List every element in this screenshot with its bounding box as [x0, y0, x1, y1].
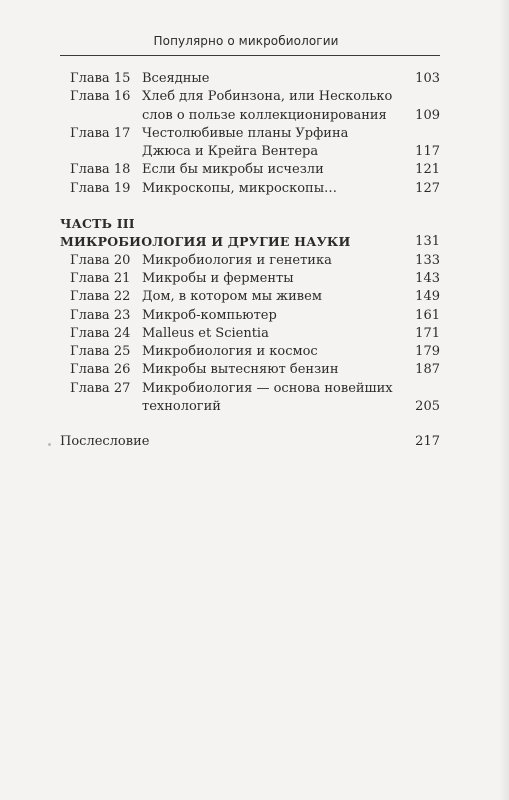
chapter-label: Глава 25: [70, 344, 131, 360]
chapter-title: Дом, в котором мы живем: [142, 289, 322, 305]
chapter-title: Микроб-компьютер: [142, 307, 277, 323]
chapter-title: Микробиология — основа новейших технологий: [142, 380, 393, 415]
chapter-label: Глава 23: [70, 307, 131, 323]
toc-entry-chapter-18[interactable]: [60, 161, 440, 179]
chapter-page: 205: [415, 399, 440, 415]
chapter-page: 109: [415, 107, 440, 123]
chapter-page: 121: [415, 162, 440, 178]
margin-mark: [48, 443, 51, 446]
part-label: ЧАСТЬ III: [60, 216, 135, 232]
chapter-title: Хлеб для Робинзона, или Несколько слов о пользе коллекционирования: [142, 89, 393, 123]
toc-entry-part-3[interactable]: [60, 233, 440, 251]
toc-entry-chapter-16[interactable]: [60, 88, 440, 125]
chapter-page: 127: [415, 180, 440, 196]
chapter-page: 179: [415, 344, 440, 360]
chapter-title: Всеядные: [142, 71, 210, 86]
chapter-label: Глава 24: [70, 325, 131, 341]
page-edge-shadow: [499, 0, 509, 800]
toc-entry-chapter-23[interactable]: [60, 307, 440, 325]
chapter-page: 133: [415, 252, 440, 268]
chapter-title: Микробы и ферменты: [142, 270, 294, 286]
chapter-title: Malleus et Scientia: [142, 325, 269, 341]
table-of-contents: [60, 70, 440, 452]
afterword-page: 217: [415, 434, 440, 450]
chapter-label: Глава 17: [70, 125, 131, 141]
chapter-title: Если бы микробы исчезли: [142, 162, 324, 178]
toc-entry-chapter-22[interactable]: [60, 288, 440, 306]
chapter-title: Микробиология и космос: [142, 344, 318, 360]
chapter-label: Глава 19: [70, 180, 131, 196]
chapter-label: Глава 20: [70, 252, 131, 268]
toc-entry-chapter-19[interactable]: [60, 180, 440, 198]
part-title: МИКРОБИОЛОГИЯ И ДРУГИЕ НАУКИ: [60, 234, 351, 250]
chapter-title: Микробиология и генетика: [142, 252, 332, 268]
chapter-label: Глава 26: [70, 362, 131, 378]
toc-entry-chapter-21[interactable]: [60, 270, 440, 288]
chapter-page: 103: [415, 71, 440, 86]
chapter-label: Глава 15: [70, 71, 131, 86]
header-rule: [60, 55, 440, 56]
toc-entry-chapter-15[interactable]: [60, 70, 440, 88]
toc-entry-chapter-24[interactable]: [60, 325, 440, 343]
toc-entry-chapter-25[interactable]: [60, 343, 440, 361]
toc-entry-chapter-26[interactable]: [60, 361, 440, 379]
chapter-page: 149: [415, 289, 440, 305]
chapter-label: Глава 21: [70, 270, 131, 286]
chapter-label: Глава 18: [70, 162, 131, 178]
chapter-title: Микроскопы, микроскопы…: [142, 180, 338, 196]
chapter-label: Глава 27: [70, 380, 131, 396]
chapter-page: 117: [415, 144, 440, 160]
afterword-title: Послесловие: [60, 434, 150, 450]
chapter-title: Микробы вытесняют бензин: [142, 362, 339, 378]
chapter-page: 161: [415, 307, 440, 323]
chapter-title: Честолюбивые планы Урфина Джюса и Крейга Вентера: [142, 125, 349, 160]
chapter-page: 187: [415, 362, 440, 378]
toc-entry-chapter-17[interactable]: [60, 125, 440, 162]
part-page: 131: [415, 234, 440, 250]
chapter-page: 171: [415, 325, 440, 341]
toc-entry-afterword[interactable]: [60, 433, 440, 451]
chapter-label: Глава 16: [70, 89, 131, 105]
chapter-label: Глава 22: [70, 289, 131, 305]
chapter-page: 143: [415, 270, 440, 286]
toc-entry-chapter-27[interactable]: [60, 380, 440, 417]
running-header: Популярно о микробиологии: [153, 34, 339, 48]
toc-entry-chapter-20[interactable]: [60, 252, 440, 270]
